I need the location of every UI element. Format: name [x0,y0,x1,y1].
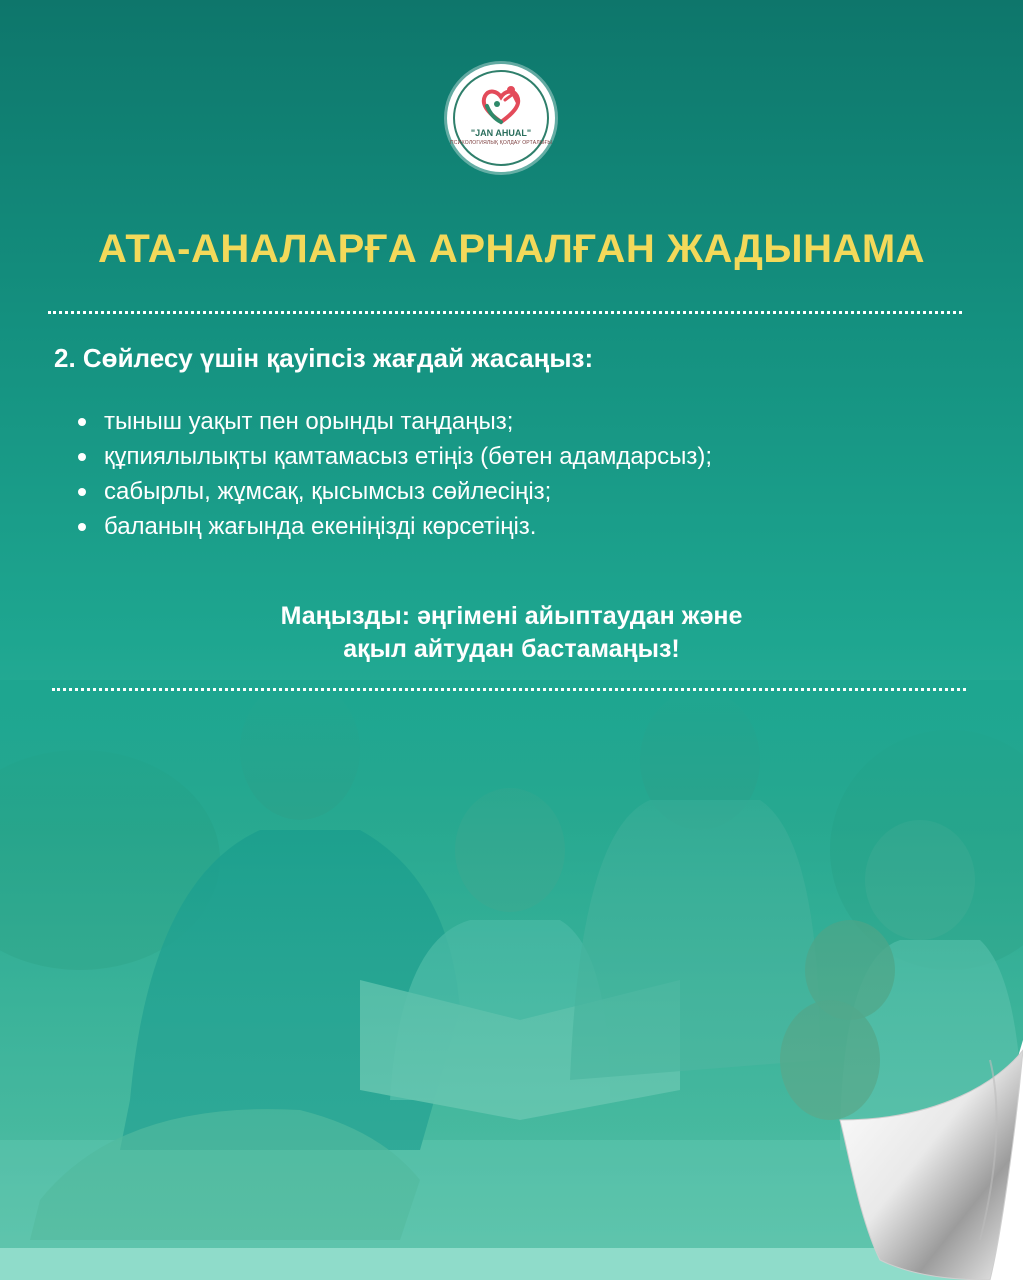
dotted-divider-bottom [52,688,966,691]
list-item: баланың жағында екеніңізді көрсетіңіз. [76,509,712,544]
dotted-divider-top [48,311,962,314]
bullet-list [76,404,712,544]
important-note-line-2: ақыл айтудан бастамаңыз! [343,635,680,663]
important-note-line-1: Маңызды: әңгімені айыптаудан және [280,602,743,630]
page-curl-icon [820,1040,1023,1280]
heart-people-icon [447,64,555,172]
page-title: АТА-АНАЛАРҒА АРНАЛҒАН ЖАДЫНАМА [97,227,926,271]
organization-logo [447,64,555,172]
logo-subtitle: ПСИХОЛОГИЯЛЫҚ ҚОЛДАУ ОРТАЛЫҒЫ [450,140,552,146]
section-heading: 2. Сөйлесу үшін қауіпсіз жағдай жасаңыз: [54,343,594,373]
list-item: сабырлы, жұмсақ, қысымсыз сөйлесіңіз; [76,474,712,509]
important-note [0,600,1023,666]
logo-name: "JAN AHUAL" [470,128,532,138]
list-item: құпиялылықты қамтамасыз етіңіз (бөтен адамдарсыз); [76,439,712,474]
list-item: тыныш уақыт пен орынды таңдаңыз; [76,404,712,439]
